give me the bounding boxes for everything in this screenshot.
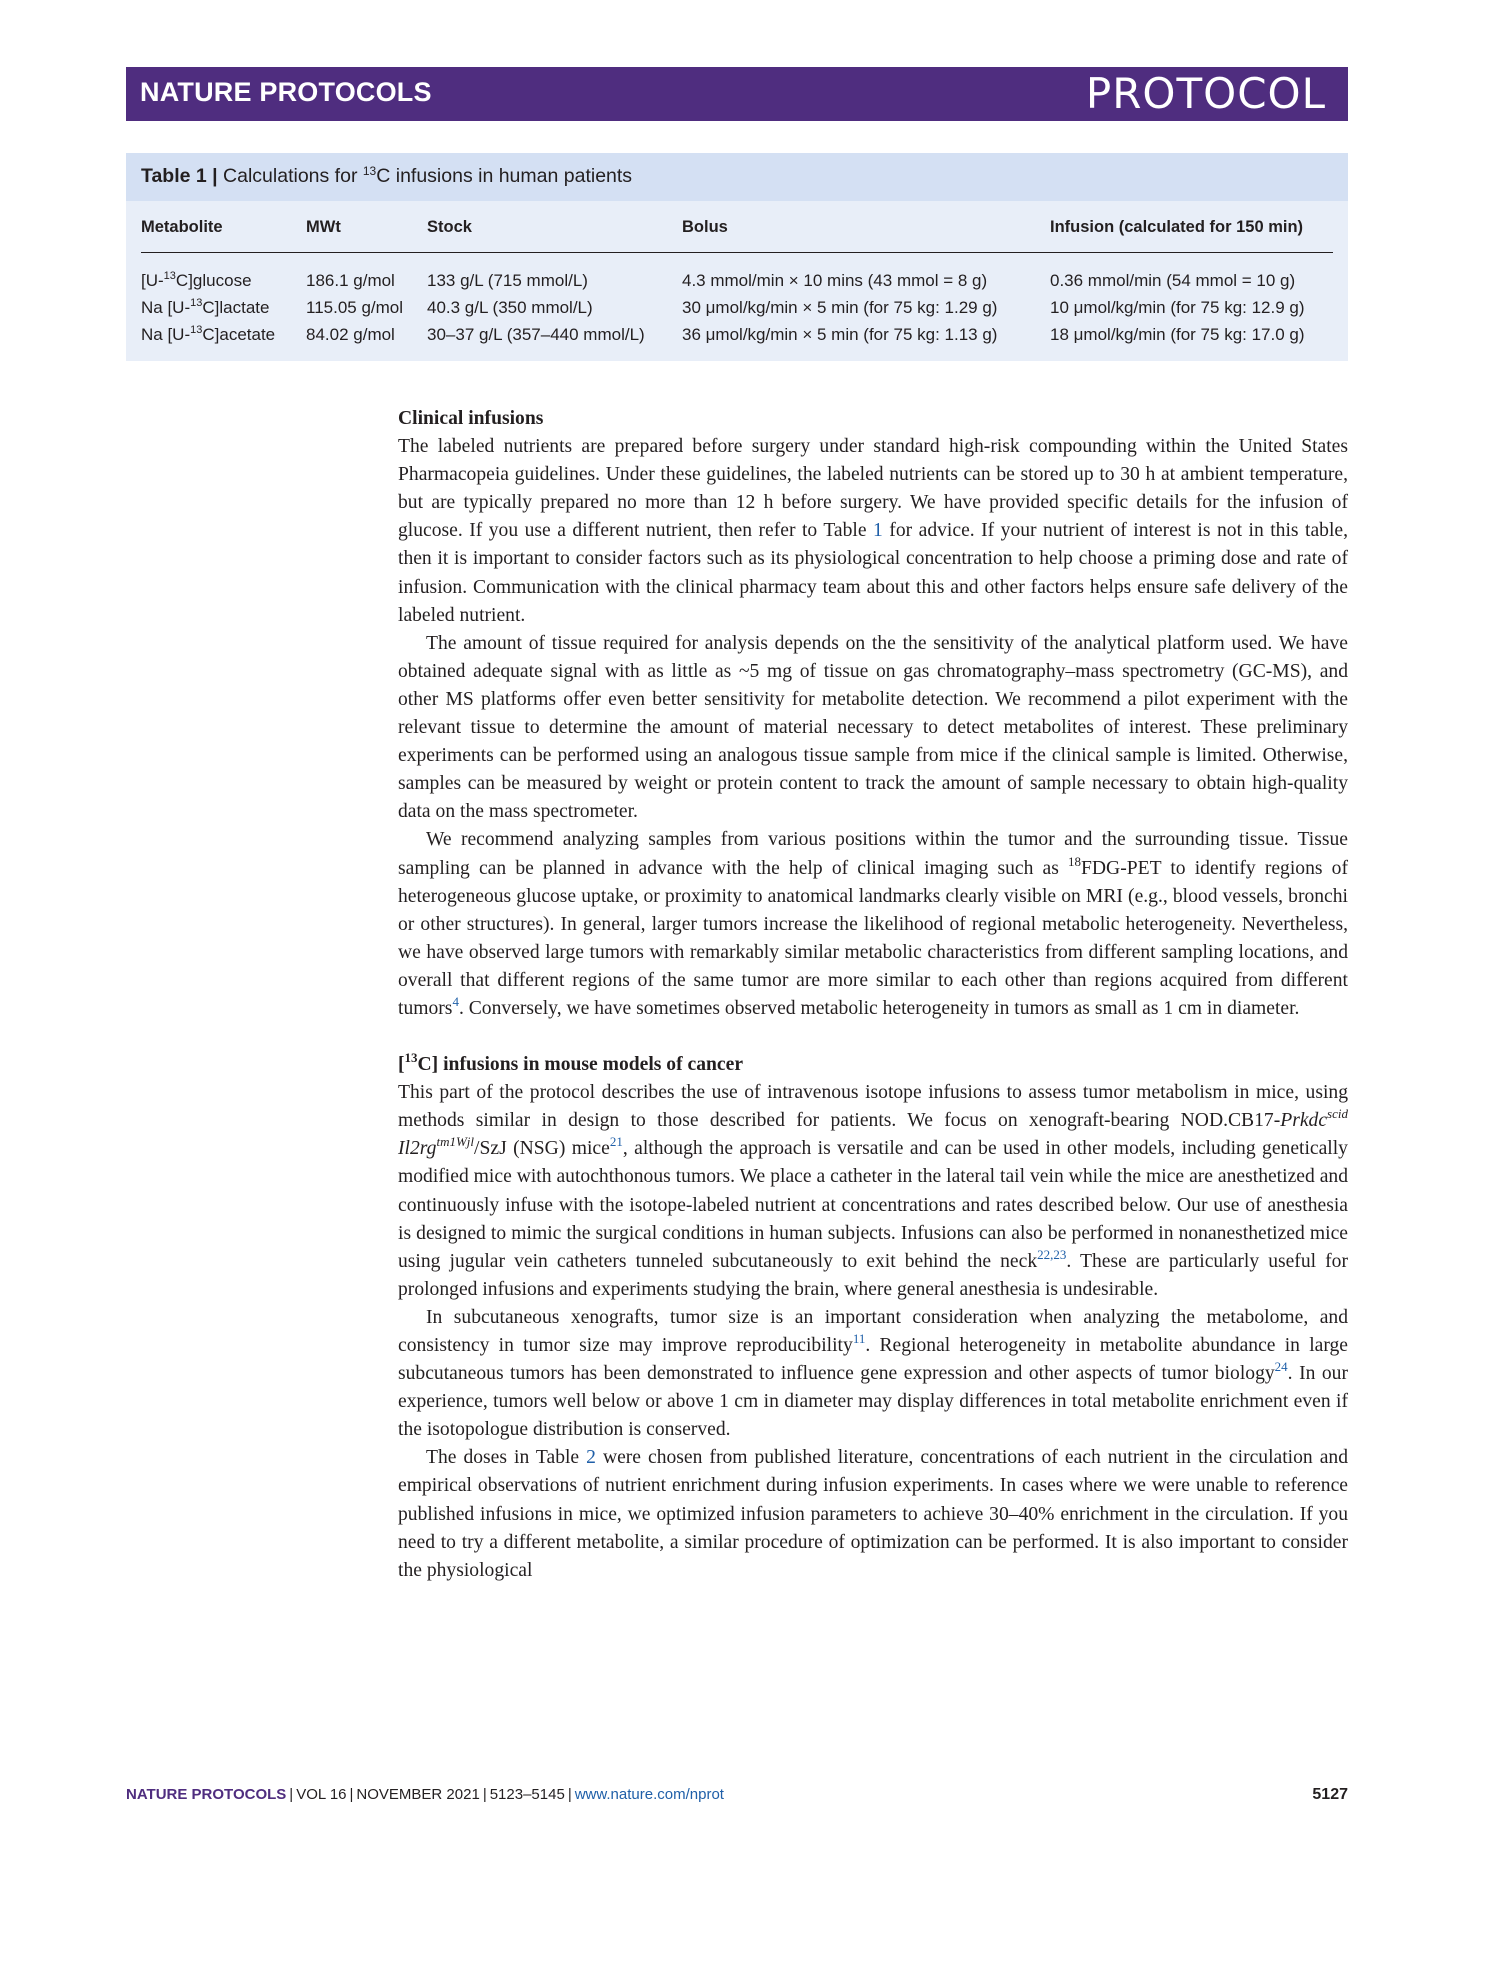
reference-link[interactable]: 4	[452, 993, 459, 1009]
reference-link[interactable]: 22,23	[1037, 1246, 1067, 1262]
footer-date: NOVEMBER 2021	[356, 1786, 480, 1803]
table-2-link[interactable]: 2	[586, 1447, 596, 1469]
table-cell-stock: 40.3 g/L (350 mmol/L)	[427, 298, 593, 317]
journal-name: NATURE PROTOCOLS	[140, 77, 432, 107]
table-cell-mwt: 186.1 g/mol	[306, 271, 395, 290]
table-1-link[interactable]: 1	[873, 520, 883, 542]
table-title	[141, 165, 632, 188]
table-title-band	[126, 153, 1348, 201]
journal-header-bar	[126, 67, 1348, 121]
table-cell-infusion: 18 μmol/kg/min (for 75 kg: 17.0 g)	[1050, 325, 1305, 344]
table-cell-mwt: 115.05 g/mol	[306, 298, 404, 317]
table-cell-infusion: 10 μmol/kg/min (for 75 kg: 12.9 g)	[1050, 298, 1305, 317]
table-cell-metabolite: Na [U-$^{13}$C]lactate	[141, 297, 270, 317]
paragraph: This part of the protocol describes the use of intravenous isotope infusions to assess tumor metabolism in mice, using methods similar in design to those described for patients. We focus on xenograft-bearing NOD.CB17-Prkdc$^{scid}$ $Il2rg^{tm1Wjl}$/SzJ (NSG) mice$^{21}$, although the approach is versatile and can be used in other models, including genetically modified mice with autochthonous tumors. We place a catheter in the lateral tail vein while the mice are anesthetized and continuously infuse with the isotope-labeled nutrient at concentrations and rates described below. Our use of anesthesia is designed to mimic the surgical conditions in human subjects. Infusions can also be performed in nonanesthetized mice using jugular vein catheters tunneled subcutaneously to exit behind the neck$^{22,23}$. These are particularly useful for prolonged infusions and experiments studying the brain, where general anesthesia is undesirable.	[398, 1082, 1348, 1300]
table-cell-metabolite: [U-$^{13}$C]glucose	[141, 270, 252, 290]
table-cell-stock: 133 g/L (715 mmol/L)	[427, 271, 588, 290]
footer-volume: VOL 16	[296, 1786, 347, 1803]
paragraph: The labeled nutrients are prepared before surgery under standard high-risk compounding within the United States Pharmacopeia guidelines. Under these guidelines, the labeled nutrients can be stored up to 30 h at ambient temperature, but are typically prepared no more than 12 h before surgery. We have provided specific details for the infusion of glucose. If you use a different nutrient, then refer to Table 1 for advice. If your nutrient of interest is not in this table, then it is important to consider factors such as its physiological concentration to help choose a priming dose and rate of infusion. Communication with the clinical pharmacy team about this and other factors helps ensure safe delivery of the labeled nutrient.	[398, 436, 1348, 626]
reference-link[interactable]: 11	[852, 1331, 866, 1346]
body-text-column	[398, 405, 1348, 1585]
paragraph: The amount of tissue required for analysis depends on the the sensitivity of the analytical platform used. We have obtained adequate signal with as little as ~5 mg of tissue on gas chromatography–mass spectrometry (GC-MS), and other MS platforms offer even better sensitivity for metabolite detection. We recommend a pilot experiment with the relevant tissue to determine the amount of material necessary to detect metabolites of interest. These preliminary experiments can be performed using an analogous tissue sample from mice if the clinical sample is limited. Otherwise, samples can be measured by weight or protein content to track the amount of sample necessary to obtain high-quality data on the mass spectrometer.	[398, 632, 1348, 823]
reference-link[interactable]: 24	[1274, 1359, 1288, 1375]
table-header-rule	[141, 252, 1333, 253]
table-title-text-end: C infusions in human patients	[376, 165, 633, 187]
table-title-text: Calculations for	[223, 165, 363, 187]
col-header-infusion: Infusion (calculated for 150 min)	[1050, 218, 1304, 236]
section-heading-mouse-infusions: [$^{13}$C] infusions in mouse models of cancer	[398, 1050, 744, 1076]
footer-pages: 5123–5145	[489, 1786, 565, 1803]
table-1	[126, 153, 1348, 361]
table-cell-bolus: 4.3 mmol/min × 10 mins (43 mmol = 8 g)	[682, 271, 988, 290]
paragraph: The doses in Table 2 were chosen from published literature, concentrations of each nutrient in the circulation and empirical observations of nutrient enrichment during infusion experiments. In cases where we were unable to reference published infusions in mice, we optimized infusion parameters to achieve 30–40% enrichment in the circulation. If you need to try a different metabolite, a similar procedure of optimization can be performed. It is also important to consider the physiological	[398, 1447, 1349, 1581]
table-cell-mwt: 84.02 g/mol	[306, 325, 395, 344]
table-cell-bolus: 30 μmol/kg/min × 5 min (for 75 kg: 1.29 g)	[682, 298, 998, 317]
table-title-sup: 13	[362, 164, 377, 178]
table-cell-bolus: 36 μmol/kg/min × 5 min (for 75 kg: 1.13 g)	[682, 325, 998, 344]
col-header-stock: Stock	[427, 218, 472, 236]
footer-url-link[interactable]: www.nature.com/nprot	[574, 1786, 724, 1803]
section-label: PROTOCOL	[1085, 69, 1326, 118]
col-header-bolus: Bolus	[682, 218, 728, 236]
paragraph: We recommend analyzing samples from various positions within the tumor and the surrounding tissue. Tissue sampling can be planned in advance with the help of clinical imaging such as $^{18}$FDG-PET to identify regions of heterogeneous glucose uptake, or proximity to anatomical landmarks clearly visible on MRI (e.g., blood vessels, bronchi or other structures). In general, larger tumors increase the likelihood of regional metabolic heterogeneity. Nevertheless, we have observed large tumors with remarkably similar metabolic characteristics from different sampling locations, and overall that different regions of the same tumor are more similar to each other than regions acquired from different tumors$^4$. Conversely, we have sometimes observed metabolic heterogeneity in tumors as small as 1 cm in diameter.	[398, 829, 1348, 1019]
footer-journal: NATURE PROTOCOLS	[126, 1786, 287, 1803]
table-cell-infusion: 0.36 mmol/min (54 mmol = 10 g)	[1050, 271, 1296, 290]
section-heading-clinical-infusions: Clinical infusions	[398, 408, 544, 429]
table-cell-metabolite: Na [U-$^{13}$C]acetate	[141, 324, 276, 344]
table-cell-stock: 30–37 g/L (357–440 mmol/L)	[427, 325, 645, 344]
col-header-mwt: MWt	[306, 218, 341, 236]
table-label: Table 1 |	[141, 165, 218, 187]
page-number: 5127	[1312, 1786, 1348, 1803]
reference-link[interactable]: 21	[609, 1134, 623, 1150]
paragraph: In subcutaneous xenografts, tumor size is an important consideration when analyzing the metabolome, and consistency in tumor size may improve reproducibility$^{11}$. Regional heterogeneity in metabolite abundance in large subcutaneous tumors has been demonstrated to influence gene expression and other aspects of tumor biology$^{24}$. In our experience, tumors well below or above 1 cm in diameter may display differences in total metabolite enrichment even if the isotopologue distribution is conserved.	[398, 1306, 1349, 1441]
page-footer: NATURE PROTOCOLS | VOL 16 | NOVEMBER 2021 | 5123–5145 | www.nature.com/nprot 5127	[126, 1786, 1348, 1803]
col-header-metabolite: Metabolite	[141, 218, 223, 236]
